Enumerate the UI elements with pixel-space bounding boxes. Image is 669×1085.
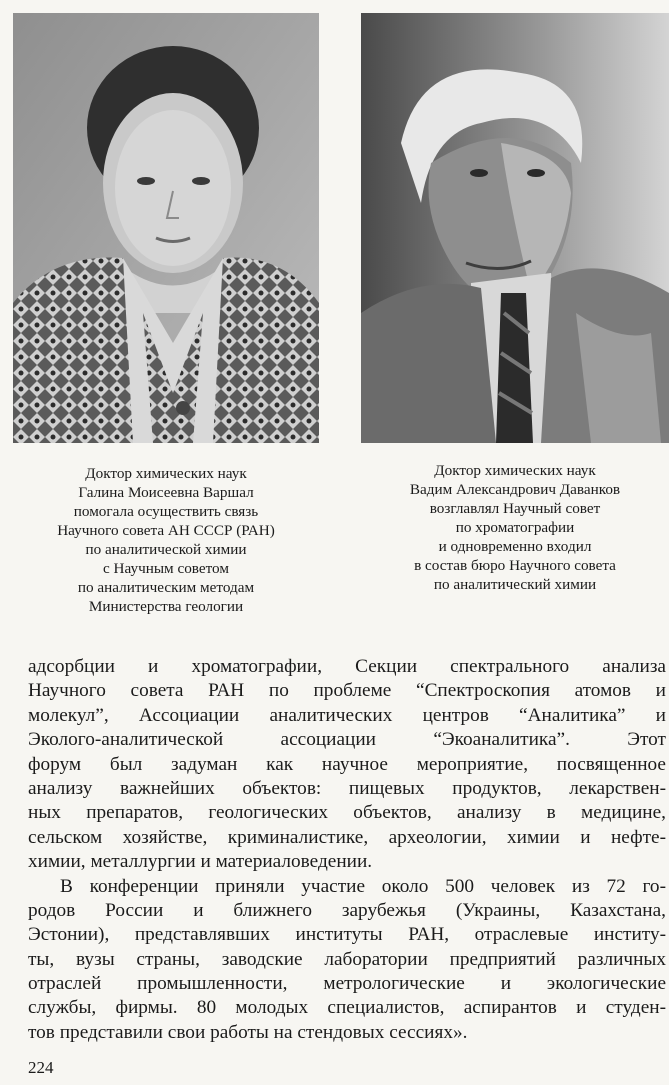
text-line: родов России и ближнего зарубежья (Украины, Казахстана, [28, 899, 666, 921]
text-line: адсорбции и хроматографии, Секции спектрального анализа [28, 656, 666, 677]
portrait-man-photo [361, 13, 669, 443]
caption-line: Министерства геологии [88, 598, 244, 615]
caption-line: в состав бюро Научного совета [414, 557, 616, 574]
caption-line: помогала осуществить связь [73, 503, 259, 520]
text-line: молекул”, Ассоциации аналитических центров “Аналитика” и [28, 704, 666, 726]
caption-line: Доктор химических наук [434, 462, 596, 479]
caption-line: возглавлял Научный совет [429, 500, 601, 517]
text-line: ты, вузы страны, заводские лаборатории предприятий различных [28, 948, 666, 970]
text-line: Научного совета РАН по проблеме “Спектроскопия атомов и [28, 680, 666, 702]
text-line: тов представили свои работы на стендовых сессиях». [28, 1021, 468, 1043]
caption-line: по аналитическим методам [77, 579, 255, 596]
caption-line: Доктор химических наук [85, 465, 247, 482]
portrait-woman-photo [13, 13, 319, 443]
caption-line: с Научным советом [103, 560, 229, 577]
text-line: Эстонии), представлявших институты РАН, отраслевые институ- [28, 924, 666, 946]
caption-line: по аналитический химии [433, 576, 597, 593]
caption-right [361, 461, 669, 594]
caption-left [13, 464, 319, 616]
text-line: ных препаратов, геологических объектов, анализу в медицине, [28, 802, 666, 824]
text-line: сельском хозяйстве, криминалистике, археологии, химии и нефте- [28, 826, 666, 848]
portrait-photo-left [13, 13, 319, 443]
text-line: Эколого-аналитической ассоциации “Экоаналитика”. Этот [28, 729, 666, 751]
caption-line: по аналитической химии [85, 541, 247, 558]
text-line: химии, металлургии и материаловедении. [28, 851, 373, 873]
caption-line: Научного совета АН СССР (РАН) [57, 522, 275, 539]
body-text [28, 655, 666, 1045]
caption-line: и одновременно входил [438, 538, 592, 555]
text-line: В конференции приняли участие около 500 человек из 72 го- [60, 875, 666, 897]
caption-line: Галина Моисеевна Варшал [78, 484, 254, 501]
text-line: службы, фирмы. 80 молодых специалистов, аспирантов и студен- [28, 997, 666, 1019]
text-line: анализу важнейших объектов: пищевых продуктов, лекарствен- [28, 777, 666, 799]
caption-line: Вадим Александрович Даванков [409, 481, 621, 498]
text-line: форум был задуман как научное мероприятие, посвященное [28, 753, 666, 775]
text-line: отраслей промышленности, метрологические и экологические [28, 973, 666, 995]
caption-line: по хроматографии [455, 519, 575, 536]
page-number: 224 [28, 1058, 54, 1077]
portrait-photo-right [361, 13, 669, 443]
